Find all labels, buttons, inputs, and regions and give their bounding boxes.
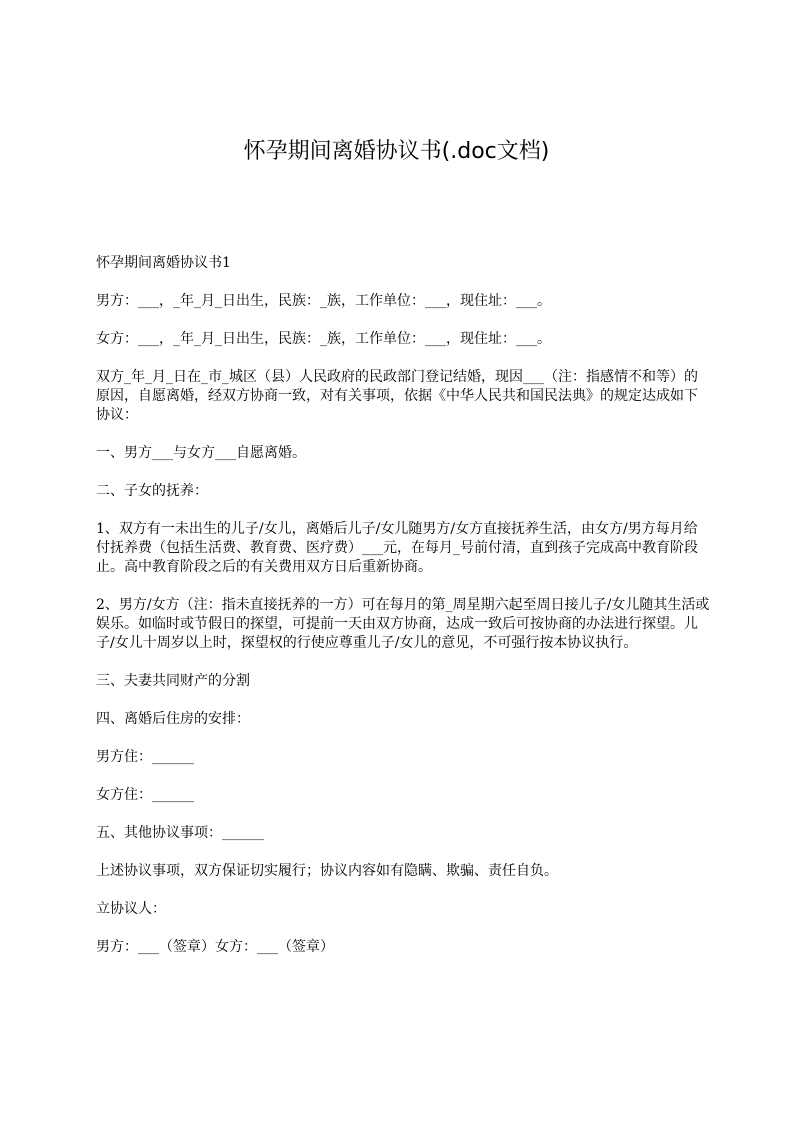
clause-other-matters: 五、其他协议事项：______ xyxy=(96,825,264,841)
section-heading: 怀孕期间离婚协议书1 xyxy=(96,255,231,271)
document-body xyxy=(96,254,711,976)
clause-visitation: 2、男方/女方（注：指未直接抚养的一方）可在每月的第_周星期六起至周日接儿子/女儿随其生活或娱乐。如临时或节假日的探望，可提前一天由双方协商，达成一致后可按协商的办法进行探望。儿子/女儿十周岁以上时，探望权的行使应尊重儿子/女儿的意见，不可强行按本协议执行。 xyxy=(96,597,710,651)
signatories-label: 立协议人： xyxy=(96,901,166,917)
clause-divorce: 一、男方___与女方___自愿离婚。 xyxy=(96,445,306,461)
husband-housing-line: 男方住：______ xyxy=(96,749,194,765)
marriage-background-paragraph: 双方_年_月_日在_市_城区（县）人民政府的民政部门登记结婚，现因___（注：指感情不和等）的原因，自愿离婚，经双方协商一致，对有关事项，依据《中华人民共和国民法典》的规定达成如下协议： xyxy=(96,369,698,423)
clause-child-support: 1、双方有一未出生的儿子/女儿，离婚后儿子/女儿随男方/女方直接抚养生活，由女方/男方每月给付抚养费（包括生活费、教育费、医疗费）___元，在每月_号前付清，直到孩子完成高中教育阶段止。高中教育阶段之后的有关费用双方日后重新协商。 xyxy=(96,521,698,575)
clause-housing-heading: 四、离婚后住房的安排： xyxy=(96,711,250,727)
signature-line: 男方：___（签章）女方：___（签章） xyxy=(96,939,334,955)
husband-info-line: 男方：___，_年_月_日出生，民族：_族，工作单位：___，现住址：___。 xyxy=(96,293,551,309)
commitment-statement: 上述协议事项，双方保证切实履行；协议内容如有隐瞒、欺骗、责任自负。 xyxy=(96,863,558,879)
clause-child-custody-heading: 二、子女的抚养： xyxy=(96,483,208,499)
clause-property-division: 三、夫妻共同财产的分割 xyxy=(96,673,250,689)
wife-housing-line: 女方住：______ xyxy=(96,787,194,803)
wife-info-line: 女方：___，_年_月_日出生，民族：_族，工作单位：___，现住址：___。 xyxy=(96,331,551,347)
document-title: 怀孕期间离婚协议书(.doc文档) xyxy=(243,139,550,164)
